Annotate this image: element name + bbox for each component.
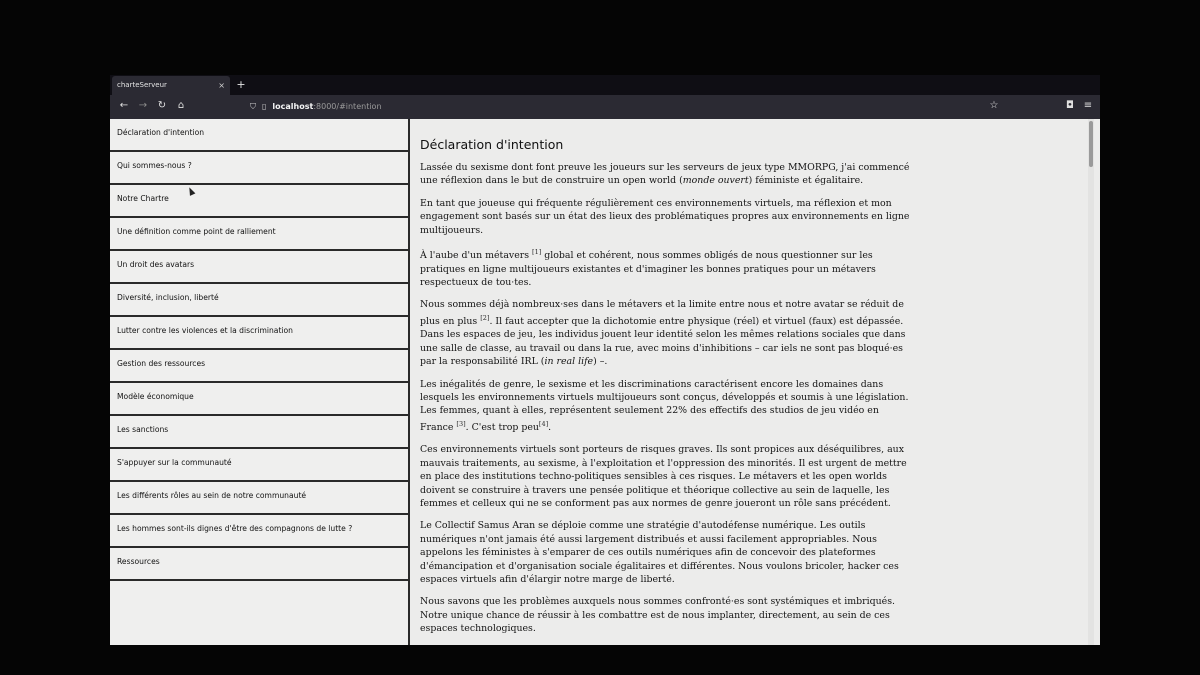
sidebar-item-definition[interactable]: Une définition comme point de ralliement xyxy=(110,218,408,251)
pocket-icon[interactable]: ◘ xyxy=(1066,100,1074,111)
url-path: :8000/#intention xyxy=(313,102,382,111)
sidebar-item-modele-economique[interactable]: Modèle économique xyxy=(110,383,408,416)
tab-strip xyxy=(110,75,1100,95)
p1-text-b: ) féministe et égalitaire. xyxy=(748,175,864,187)
p1-emphasis: monde ouvert xyxy=(682,175,749,187)
p4-text-c: ) –. xyxy=(593,356,608,368)
p5-text-a: Les inégalités de genre, le sexisme et les discriminations caractérisent encore les domaines dans lesquels les environnements virtuels multijoueurs sont conçus, développés et soumis à une législation. Les femmes, quant à elles, représentent seulement 22% des effectifs des studios de jeu vidéo en France xyxy=(420,378,909,433)
sidebar-item-sanctions[interactable]: Les sanctions xyxy=(110,416,408,449)
sidebar-nav xyxy=(110,119,410,645)
sidebar-item-intention[interactable]: Déclaration d'intention xyxy=(110,119,408,152)
footnote-ref-1[interactable]: [1] xyxy=(532,248,542,257)
hamburger-menu-icon[interactable]: ≡ xyxy=(1083,100,1093,111)
paragraph-6: Ces environnements virtuels sont porteurs de risques graves. Ils sont propices aux déséquilibres, aux mauvais traitements, au sexisme, à l'exploitation et l'oppression des minorités. Il est urgent de mettre en place des institutions techno-politiques sensibles à ces risques. Le métavers et les open worlds doivent se construire à travers une pensée politique et théorique collective au sein de laquelle, les femmes et celleux qui ne se conforment pas aux normes de genre joueront un rôle sans précédent. xyxy=(420,444,907,509)
p4-text-a: Nous sommes déjà nombreux·ses dans le métavers et la limite entre nous et notre avatar se réduit de plus en plus xyxy=(420,299,904,327)
p3-text-b: global et cohérent, nous sommes obligés de nous questionner sur les pratiques en ligne multijoueurs existantes et d'imaginer les bonnes pratiques pour un métavers respectueux de tou·tes. xyxy=(420,250,876,288)
sidebar-item-droit-avatars[interactable]: Un droit des avatars xyxy=(110,251,408,284)
url-host: localhost xyxy=(272,102,314,111)
scrollbar[interactable] xyxy=(1088,119,1094,645)
paragraph-7: Le Collectif Samus Aran se déploie comme une stratégie d'autodéfense numérique. Les outils numériques n'ont jamais été aussi largement distribués et aussi facilement appropriables. Nous appelons les féministes à s'emparer de ces outils numériques afin de concevoir des plateformes d'émancipation et d'organisation sociale égalitaires et différentes. Nous voulons bricoler, hacker ces espaces virtuels afin d'élargir notre marge de liberté. xyxy=(420,520,899,585)
p5-text-b: . C'est trop peu xyxy=(465,421,539,433)
paragraph-5 xyxy=(420,378,910,435)
sidebar-item-communaute[interactable]: S'appuyer sur la communauté xyxy=(110,449,408,482)
paragraph-3 xyxy=(420,246,910,289)
paragraph-8: Nous savons que les problèmes auxquels nous sommes confronté·es sont systémiques et imbriqués. Notre unique chance de réussir à les combattre est de nous implanter, directement, au sein de ces espaces technologiques. xyxy=(420,596,896,635)
p3-text-a: À l'aube d'un métavers xyxy=(420,250,533,262)
page-title: Déclaration d'intention xyxy=(420,137,564,152)
sidebar-item-gestion-ressources[interactable]: Gestion des ressources xyxy=(110,350,408,383)
shield-icon[interactable]: ⛉ xyxy=(250,102,256,111)
sidebar-item-roles[interactable]: Les différents rôles au sein de notre communauté xyxy=(110,482,408,515)
star-icon[interactable]: ☆ xyxy=(989,100,999,111)
new-tab-button[interactable]: + xyxy=(236,78,246,91)
article xyxy=(420,137,910,645)
page-icon: ▯ xyxy=(262,102,267,111)
footnote-ref-3[interactable]: [3] xyxy=(456,419,466,428)
footnote-ref-4[interactable]: [4] xyxy=(538,419,549,428)
close-tab-icon[interactable]: × xyxy=(218,81,225,90)
p4-text-b: . Il faut accepter que la dichotomie entre physique (réel) et virtuel (faux) est dépassée. Dans les espaces de jeu, les individus jouent leur identité selon les mêmes relations sociales que dans une salle de classe, au travail ou dans la rue, avec moins d'inhibitions – car iels ne sont pas bloqué·es par la responsabilité IRL ( xyxy=(420,315,906,368)
scroll-thumb[interactable] xyxy=(1089,121,1093,167)
sidebar-item-notre-chartre[interactable]: Notre Chartre xyxy=(110,185,408,218)
sidebar-item-diversite[interactable]: Diversité, inclusion, liberté xyxy=(110,284,408,317)
reload-icon[interactable]: ↻ xyxy=(157,100,167,111)
p4-emphasis: in real life xyxy=(544,356,594,368)
back-arrow-icon[interactable]: ← xyxy=(119,100,129,111)
p1-text-a: Lassée du sexisme dont font preuve les joueurs sur les serveurs de jeux type MMORPG, j'ai commencé une réflexion dans le but de construire un open world ( xyxy=(420,162,910,187)
paragraph-1 xyxy=(420,161,910,188)
sidebar-item-hommes[interactable]: Les hommes sont-ils dignes d'être des compagnons de lutte ? xyxy=(110,515,408,548)
tab-title: charteServeur xyxy=(117,81,167,89)
navigation-bar xyxy=(110,95,1100,119)
p5-text-c: . xyxy=(548,421,552,433)
url-bar[interactable] xyxy=(250,98,970,115)
sidebar-item-lutter-violences[interactable]: Lutter contre les violences et la discrimination xyxy=(110,317,408,350)
sidebar-item-qui-sommes-nous[interactable]: Qui sommes-nous ? xyxy=(110,152,408,185)
home-icon[interactable]: ⌂ xyxy=(177,100,185,111)
paragraph-2: En tant que joueuse qui fréquente régulièrement ces environnements virtuels, ma réflexion et mon engagement sont basés sur un état des lieux des problématiques propres aux environnements en ligne multijoueurs. xyxy=(420,197,910,236)
browser-tab[interactable] xyxy=(112,76,230,95)
browser-window xyxy=(110,75,1100,645)
footnote-ref-2[interactable]: [2] xyxy=(480,313,490,322)
sidebar-item-ressources[interactable]: Ressources xyxy=(110,548,408,581)
paragraph-4 xyxy=(420,298,910,368)
page-content xyxy=(110,119,1100,645)
main-article-pane xyxy=(410,119,1094,645)
forward-arrow-icon[interactable]: → xyxy=(138,100,148,111)
